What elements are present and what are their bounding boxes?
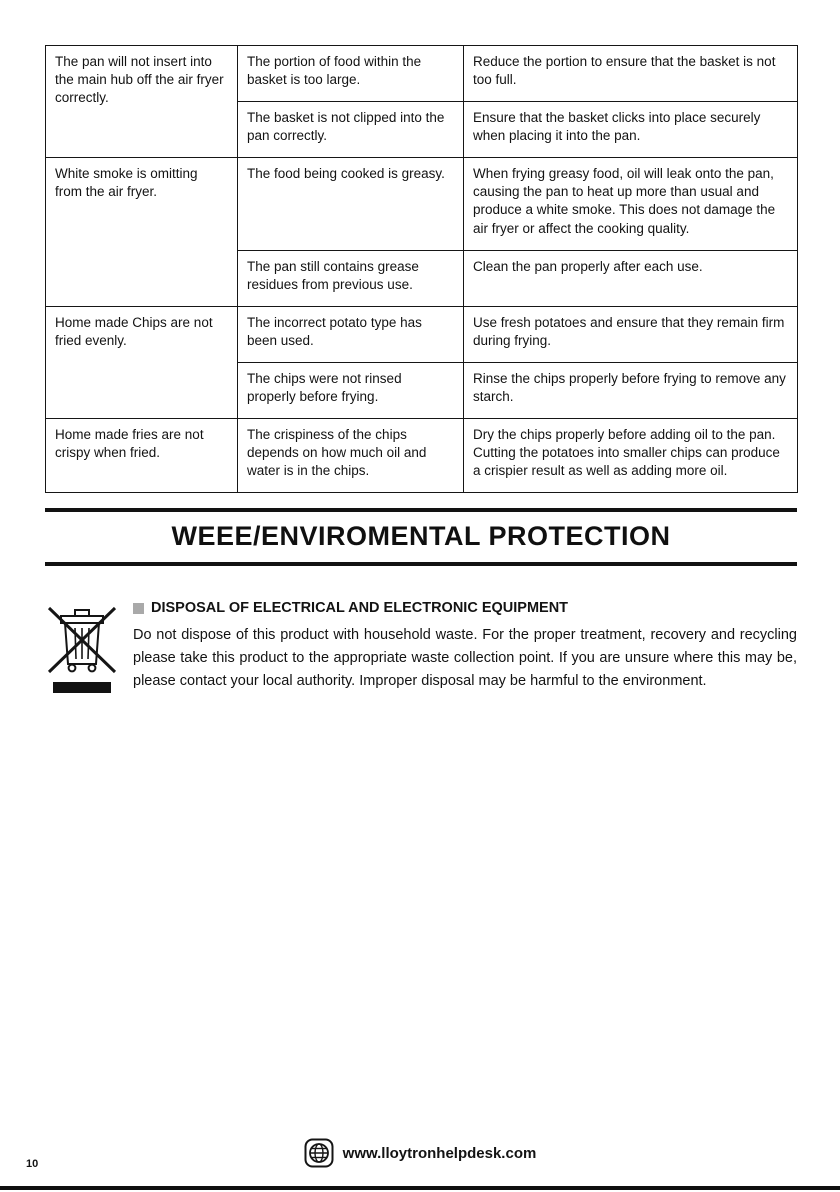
cause-cell: The basket is not clipped into the pan correctly.: [238, 102, 464, 158]
weee-crossed-bin-icon: [45, 598, 123, 707]
table-row: [46, 158, 798, 250]
solution-cell: Use fresh potatoes and ensure that they remain firm during frying.: [464, 306, 798, 362]
troubleshooting-table: [45, 45, 798, 493]
disposal-heading: [133, 600, 797, 616]
solution-cell: Clean the pan properly after each use.: [464, 250, 798, 306]
table-row: [46, 306, 798, 362]
divider-bottom: [45, 562, 797, 566]
weee-section-header: [45, 508, 797, 566]
disposal-text: [133, 598, 797, 707]
problem-cell: The pan will not insert into the main hub off the air fryer correctly.: [46, 46, 238, 158]
page-bottom-border: [0, 1186, 840, 1190]
solution-cell: When frying greasy food, oil will leak onto the pan, causing the pan to heat up more than usual and produce a white smoke. This does not damage the air fryer or affect the cooking quality.: [464, 158, 798, 250]
table-row: [46, 419, 798, 493]
disposal-body: Do not dispose of this product with household waste. For the proper treatment, recovery and recycling please take this product to the appropriate waste collection point. If you are unsure where this may be, please contact your local authority. Improper disposal may be harmful to the environment.: [133, 627, 797, 689]
page-number: 10: [26, 1158, 39, 1170]
bullet-square-icon: [133, 603, 144, 614]
cause-cell: The food being cooked is greasy.: [238, 158, 464, 250]
website-text: www.lloytronhelpdesk.com: [342, 1144, 537, 1162]
disposal-section: [45, 598, 797, 707]
problem-cell: White smoke is omitting from the air fryer.: [46, 158, 238, 306]
cause-cell: The pan still contains grease residues from previous use.: [238, 250, 464, 306]
problem-cell: Home made fries are not crispy when fried.: [46, 419, 238, 493]
solution-cell: Ensure that the basket clicks into place securely when placing it into the pan.: [464, 102, 798, 158]
section-title: WEEE/ENVIROMENTAL PROTECTION: [171, 521, 671, 551]
solution-cell: Rinse the chips properly before frying to remove any starch.: [464, 362, 798, 418]
cause-cell: The chips were not rinsed properly before frying.: [238, 362, 464, 418]
solution-cell: Dry the chips properly before adding oil to the pan. Cutting the potatoes into smaller chips can produce a crispier result as well as adding more oil.: [464, 419, 798, 493]
divider-top: [45, 508, 797, 512]
disposal-heading-label: DISPOSAL OF ELECTRICAL AND ELECTRONIC EQUIPMENT: [151, 600, 569, 616]
table-row: [46, 46, 798, 102]
solution-cell: Reduce the portion to ensure that the basket is not too full.: [464, 46, 798, 102]
cause-cell: The incorrect potato type has been used.: [238, 306, 464, 362]
cause-cell: The portion of food within the basket is too large.: [238, 46, 464, 102]
cause-cell: The crispiness of the chips depends on how much oil and water is in the chips.: [238, 419, 464, 493]
globe-icon: [304, 1138, 334, 1168]
footer: [0, 1138, 840, 1168]
problem-cell: Home made Chips are not fried evenly.: [46, 306, 238, 418]
